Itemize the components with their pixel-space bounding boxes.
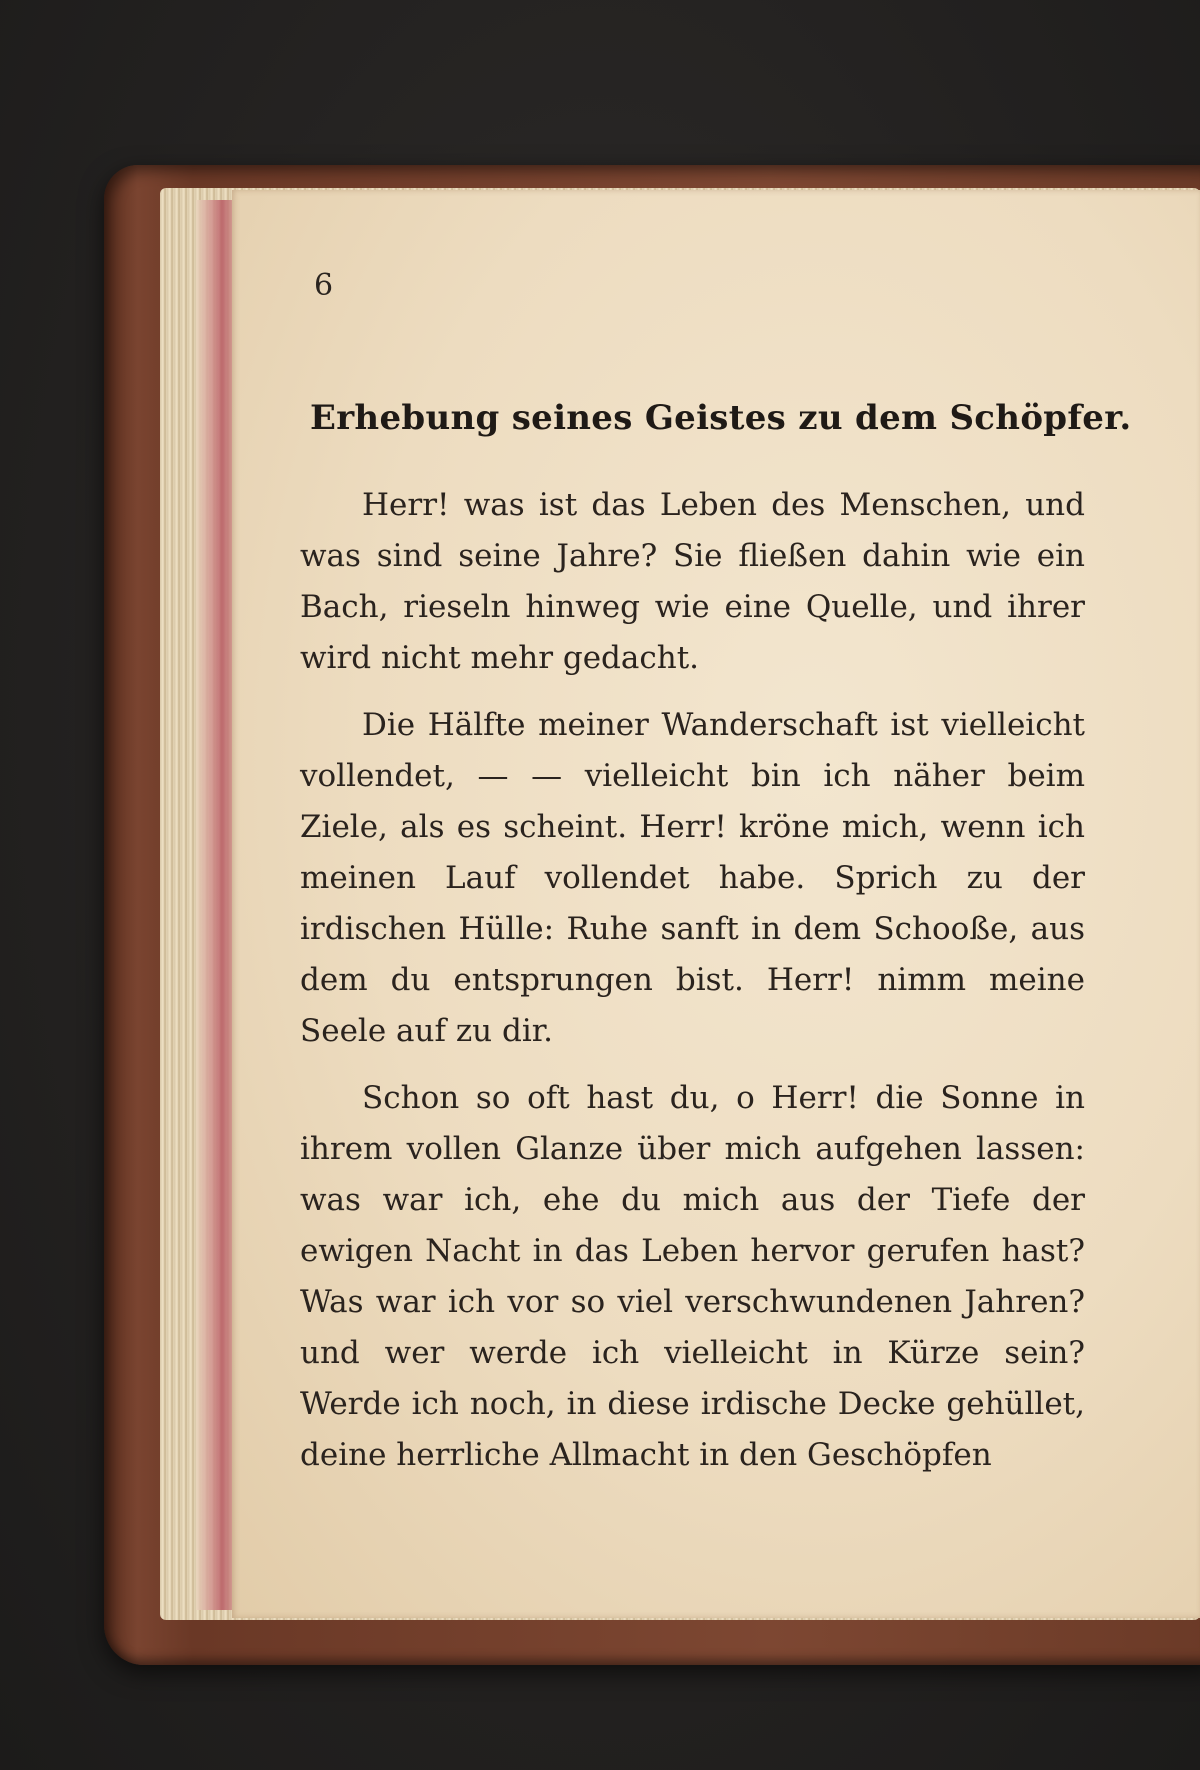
paragraph-2: Die Hälfte meiner Wanderschaft ist vielleicht vollendet, — — vielleicht bin ich näher beim Ziele, als es scheint. Herr! kröne mich, wenn ich meinen Lauf vollendet habe. Sprich zu der irdischen Hülle: Ruhe sanft in dem Schooße, aus dem du entsprungen bist. Herr! nimm meine Seele auf zu dir. — [300, 707, 1085, 1049]
paragraph-1: Herr! was ist das Leben des Menschen, und was sind seine Jahre? Sie fließen dahin wie ein Bach, rieseln hinweg wie eine Quelle, und ihrer wird nicht mehr gedacht. — [300, 487, 1085, 676]
page-number: 6 — [314, 268, 334, 303]
paragraph-3: Schon so oft hast du, o Herr! die Sonne in ihrem vollen Glanze über mich aufgehen lassen: was war ich, ehe du mich aus der Tiefe der ewigen Nacht in das Leben hervor gerufen hast? Was war ich vor so viel verschwundenen Jahren? und wer werde ich vielleicht in Kürze sein? Werde ich noch, in diese irdische Decke gehüllet, deine herrliche Allmacht in den Geschöpfen — [300, 1080, 1085, 1473]
body-text — [300, 480, 1085, 1497]
page-heading: Erhebung seines Geistes zu dem Schöpfer. — [310, 398, 1132, 438]
